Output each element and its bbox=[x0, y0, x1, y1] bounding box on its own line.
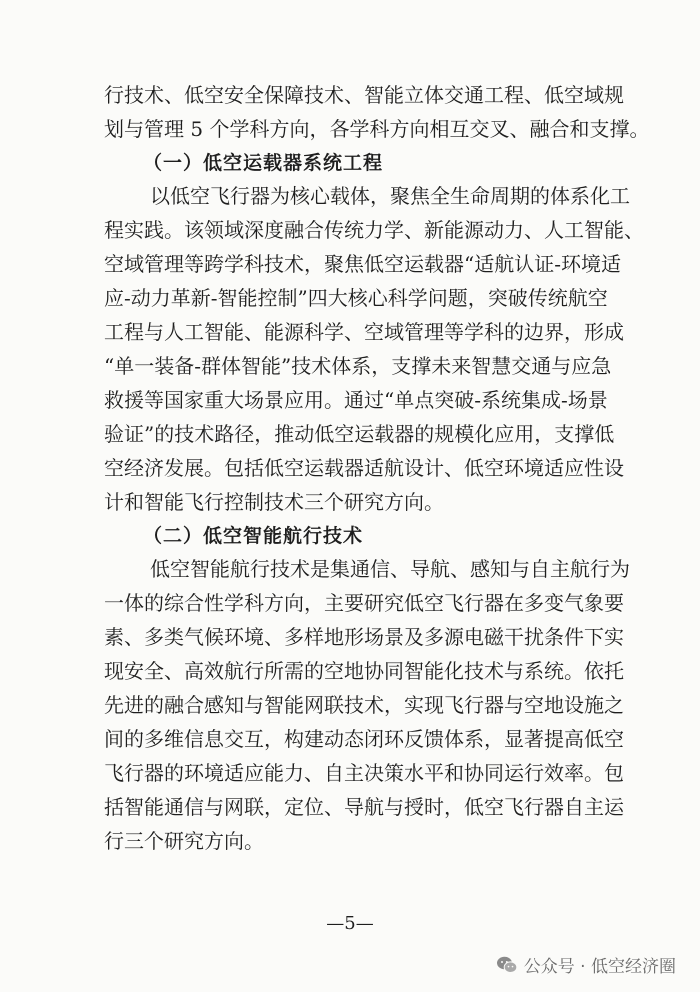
paragraph-line: 空经济发展。包括低空运载器适航设计、低空环境适应性设 bbox=[104, 456, 624, 480]
paragraph-line: 现安全、高效航行所需的空地协同智能化技术与系统。依托 bbox=[104, 659, 624, 683]
paragraph-line: 一体的综合性学科方向，主要研究低空飞行器在多变气象要 bbox=[104, 591, 624, 615]
paragraph-line: 行三个研究方向。 bbox=[104, 829, 264, 853]
paragraph-line: 以低空飞行器为核心载体，聚焦全生命周期的体系化工 bbox=[150, 184, 630, 208]
paragraph-line: 括智能通信与网联，定位、导航与授时，低空飞行器自主运 bbox=[104, 795, 624, 819]
paragraph-line: “单一装备-群体智能”技术体系，支撑未来智慧交通与应急 bbox=[104, 354, 612, 378]
section-heading-1: （一）低空运载器系统工程 bbox=[143, 152, 384, 174]
paragraph-line: 验证”的技术路径，推动低空运载器的规模化应用，支撑低 bbox=[104, 422, 615, 446]
paragraph-line: 空域管理等跨学科技术，聚焦低空运载器“适航认证-环境适 bbox=[104, 252, 621, 276]
paragraph-line: 计和智能飞行控制技术三个研究方向。 bbox=[104, 490, 444, 514]
paragraph-line: 行技术、低空安全保障技术、智能立体交通工程、低空域规 bbox=[104, 83, 624, 107]
paragraph-line: 低空智能航行技术是集通信、导航、感知与自主航行为 bbox=[150, 557, 630, 581]
paragraph-line: 程实践。该领域深度融合传统力学、新能源动力、人工智能、 bbox=[104, 218, 644, 242]
paragraph-line: 素、多类气候环境、多样地形场景及多源电磁干扰条件下实 bbox=[104, 625, 624, 649]
paragraph-line: 救援等国家重大场景应用。通过“单点突破-系统集成-场景 bbox=[104, 388, 608, 412]
paragraph-line: 应-动力革新-智能控制”四大核心科学问题，突破传统航空 bbox=[104, 286, 608, 310]
paragraph-line: 飞行器的环境适应能力、自主决策水平和协同运行效率。包 bbox=[104, 761, 624, 785]
section-heading-2: （二）低空智能航行技术 bbox=[143, 525, 364, 547]
watermark bbox=[496, 952, 676, 977]
paragraph-line: 先进的融合感知与智能网联技术，实现飞行器与空地设施之 bbox=[104, 693, 624, 717]
paragraph-line: 间的多维信息交互，构建动态闭环反馈体系，显著提高低空 bbox=[104, 727, 624, 751]
watermark-text: 公众号 · 低空经济圈 bbox=[523, 957, 676, 977]
page-number: —5— bbox=[326, 913, 374, 934]
wechat-icon bbox=[496, 955, 518, 975]
paragraph-line: 工程与人工智能、能源科学、空域管理等学科的边界，形成 bbox=[104, 320, 624, 344]
paragraph-line: 划与管理 5 个学科方向，各学科方向相互交叉、融合和支撑。 bbox=[104, 117, 650, 141]
